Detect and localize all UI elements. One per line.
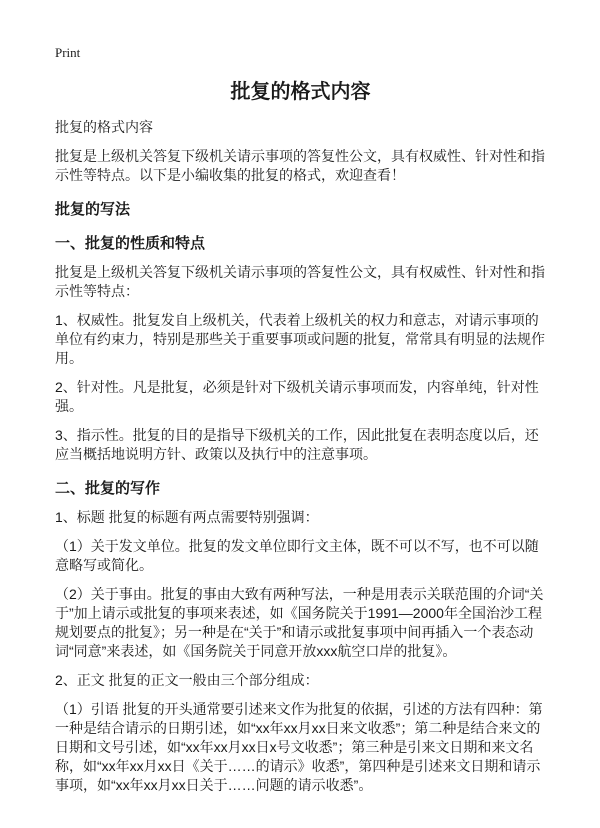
- paragraph: （1）引语 批复的开头通常要引述来文作为批复的依据，引述的方法有四种：第一种是结合请示的日期引述，如“xx年xx月xx日来文收悉”；第二种是结合来文的日期和文号引述，如“xx年xx月xx日x号文收悉”；第三种是引来文日期和来文名称，如“xx年xx月xx日《关于……的请示》收悉”，第四种是引述来文日期和请示事项，如“xx年xx月xx日关于……问题的请示收悉”。: [55, 701, 543, 793]
- section-heading-writing: 二、批复的写作: [55, 480, 161, 497]
- section-heading-nature-and-features: 一、批复的性质和特点: [55, 235, 206, 252]
- paragraph: （2）关于事由。批复的事由大致有两种写法，一种是用表示关联范围的介词“关于”加上请示或批复的事项来表述，如《国务院关于1991—2000年全国治沙工程规划要点的批复》；另一种是在“关于”和请示或批复事项中间再插入一个表态动词“同意”来表述，如《国务院关于同意开放xxx航空口岸的批复》。: [55, 586, 544, 659]
- document-subtitle: 批复的格式内容: [55, 119, 153, 135]
- paragraph: 3、指示性。批复的目的是指导下级机关的工作，因此批复在表明态度以后，还应当概括地说明方针、政策以及执行中的注意事项。: [55, 427, 539, 462]
- intro-paragraph: 批复是上级机关答复下级机关请示事项的答复性公文，具有权威性、针对性和指示性等特点。以下是小编收集的批复的格式，欢迎查看！: [55, 148, 545, 183]
- paragraph: 批复是上级机关答复下级机关请示事项的答复性公文，具有权威性、针对性和指示性等特点：: [55, 264, 545, 299]
- page-title: 批复的格式内容: [230, 81, 371, 103]
- paragraph: 2、针对性。凡是批复，必须是针对下级机关请示事项而发，内容单纯，针对性强。: [55, 379, 539, 414]
- section-heading-writing-method: 批复的写法: [55, 201, 131, 218]
- print-link[interactable]: Print: [55, 45, 81, 60]
- paragraph: 2、正文 批复的正文一般由三个部分组成：: [55, 672, 319, 688]
- paragraph: 1、权威性。批复发自上级机关，代表着上级机关的权力和意志，对请示事项的单位有约束力，特别是那些关于重要事项或问题的批复，常常具有明显的法规作用。: [55, 312, 545, 366]
- paragraph: （1）关于发文单位。批复的发文单位即行文主体，既不可以不写，也不可以随意略写或简化。: [55, 538, 539, 573]
- paragraph: 1、标题 批复的标题有两点需要特别强调：: [55, 509, 319, 525]
